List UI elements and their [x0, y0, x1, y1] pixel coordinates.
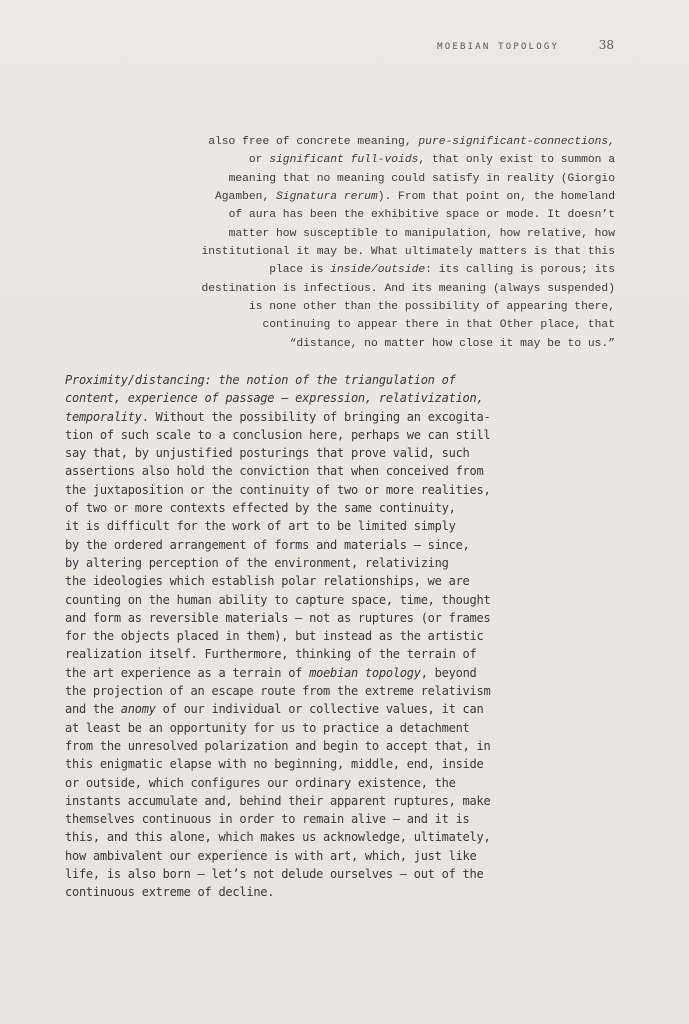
body-line [65, 426, 535, 444]
quote-line [95, 188, 615, 206]
text-run: . Without the possibility of bringing an excogita- [141, 409, 491, 424]
text-run: and form as reversible materials – not as ruptures (or frames [65, 610, 491, 625]
body-line [65, 847, 535, 865]
running-title: MOEBIAN TOPOLOGY [437, 42, 560, 52]
body-line [65, 865, 535, 883]
italic-run: significant full-voids [269, 154, 419, 167]
body-line [65, 554, 535, 572]
body-line [65, 499, 535, 517]
italic-run: Proximity/distancing: the notion of the triangulation of [65, 373, 456, 387]
body-paragraph [65, 371, 535, 902]
text-run: by altering perception of the environment, relativizing [65, 555, 449, 570]
text-run: : its calling is porous; its [425, 264, 615, 277]
body-line [65, 408, 535, 426]
text-run: say that, by unjustified posturings that prove valid, such [65, 446, 470, 461]
text-run: life, is also born – let’s not delude ourselves – out of the [65, 867, 484, 882]
running-header [437, 34, 614, 53]
text-run: , that only exist to summon a [418, 154, 615, 167]
text-run: at least be an opportunity for us to practice a detachment [65, 720, 470, 735]
body-line [65, 737, 535, 755]
body-line [65, 572, 535, 590]
body-line [65, 774, 535, 792]
body-line [65, 664, 535, 682]
text-run: this enigmatic elapse with no beginning, middle, end, inside [65, 757, 484, 772]
italic-run: Signatura rerum [276, 191, 378, 204]
text-run: themselves continuous in order to remain alive – and it is [65, 812, 470, 827]
body-line [65, 444, 535, 462]
quote-line [95, 170, 615, 188]
quote-line [95, 261, 615, 279]
italic-run: content, experience of passage – expression, relativization, [65, 391, 484, 406]
text-run: of our individual or collective values, it can [155, 702, 484, 717]
block-quote [95, 133, 615, 353]
body-line [65, 389, 535, 407]
text-run: tion of such scale to a conclusion here, perhaps we can still [65, 427, 491, 442]
text-run: continuous extreme of decline. [65, 885, 275, 900]
body-line [65, 682, 535, 700]
quote-line [95, 280, 615, 298]
quote-line [95, 225, 615, 243]
quote-line [95, 206, 615, 224]
body-line [65, 700, 535, 718]
text-run: institutional it may be. What ultimately matters is that this [201, 246, 615, 259]
text-run: place is [269, 264, 331, 277]
italic-run: temporality [65, 409, 142, 424]
text-run: the juxtaposition or the continuity of two or more realities, [65, 482, 491, 497]
body-line [65, 645, 535, 663]
text-run: of aura has been the exhibitive space or mode. It doesn’t [228, 209, 615, 222]
text-run: or [248, 154, 270, 167]
text-run: assertions also hold the conviction that when conceived from [65, 464, 484, 479]
text-run: meaning that no meaning could satisfy in reality (Giorgio [228, 172, 615, 185]
text-run: how ambivalent our experience is with art, which, just like [65, 848, 477, 863]
body-line [65, 591, 535, 609]
text-run: continuing to appear there in that Other place, that [262, 319, 615, 332]
text-run: is none other than the possibility of appearing there, [248, 301, 615, 314]
text-run: instants accumulate and, behind their apparent ruptures, make [65, 793, 491, 808]
text-run: matter how susceptible to manipulation, how relative, how [228, 227, 615, 240]
text-run: ). From that point on, the homeland [377, 191, 615, 204]
text-run: realization itself. Furthermore, thinking of the terrain of [65, 647, 477, 662]
body-line [65, 828, 535, 846]
text-run: from the unresolved polarization and begin to accept that, in [65, 738, 491, 753]
quote-line [95, 243, 615, 261]
body-line [65, 371, 535, 389]
body-line [65, 719, 535, 737]
body-line [65, 883, 535, 901]
body-line [65, 517, 535, 535]
body-line [65, 627, 535, 645]
text-run: by the ordered arrangement of forms and materials – since, [65, 537, 470, 552]
body-line [65, 755, 535, 773]
italic-run: moebian topology [309, 665, 421, 680]
text-run: it is difficult for the work of art to be limited simply [65, 519, 456, 534]
text-run: or outside, which configures our ordinary existence, the [65, 775, 456, 790]
quote-line [95, 298, 615, 316]
text-run: the ideologies which establish polar relationships, we are [65, 574, 470, 589]
text-run: for the objects placed in them), but instead as the artistic [65, 629, 484, 644]
quote-line [95, 151, 615, 169]
italic-run: pure-significant-connections, [418, 136, 615, 148]
body-line [65, 792, 535, 810]
body-line [65, 609, 535, 627]
page-number: 38 [598, 38, 614, 52]
text-run: counting on the human ability to capture space, time, thought [65, 592, 491, 607]
body-line [65, 536, 535, 554]
italic-run: inside/outside [330, 264, 426, 277]
text-run: the art experience as a terrain of [65, 665, 310, 680]
text-run: and the [65, 702, 121, 717]
text-run: Agamben, [215, 191, 277, 204]
italic-run: anomy [120, 702, 156, 717]
body-line [65, 810, 535, 828]
text-run: also free of concrete meaning, [208, 136, 419, 148]
quote-line [95, 133, 615, 151]
text-run: this, and this alone, which makes us acknowledge, ultimately, [65, 830, 491, 845]
text-run: , beyond [420, 665, 477, 680]
quote-line [95, 335, 615, 353]
text-run: of two or more contexts effected by the same continuity, [65, 501, 456, 516]
body-line [65, 462, 535, 480]
text-run: the projection of an escape route from the extreme relativism [65, 684, 491, 699]
text-run: destination is infectious. And its meaning (always suspended) [201, 282, 615, 295]
text-run: “distance, no matter how close it may be to us.” [289, 337, 615, 350]
quote-line [95, 316, 615, 334]
body-line [65, 481, 535, 499]
